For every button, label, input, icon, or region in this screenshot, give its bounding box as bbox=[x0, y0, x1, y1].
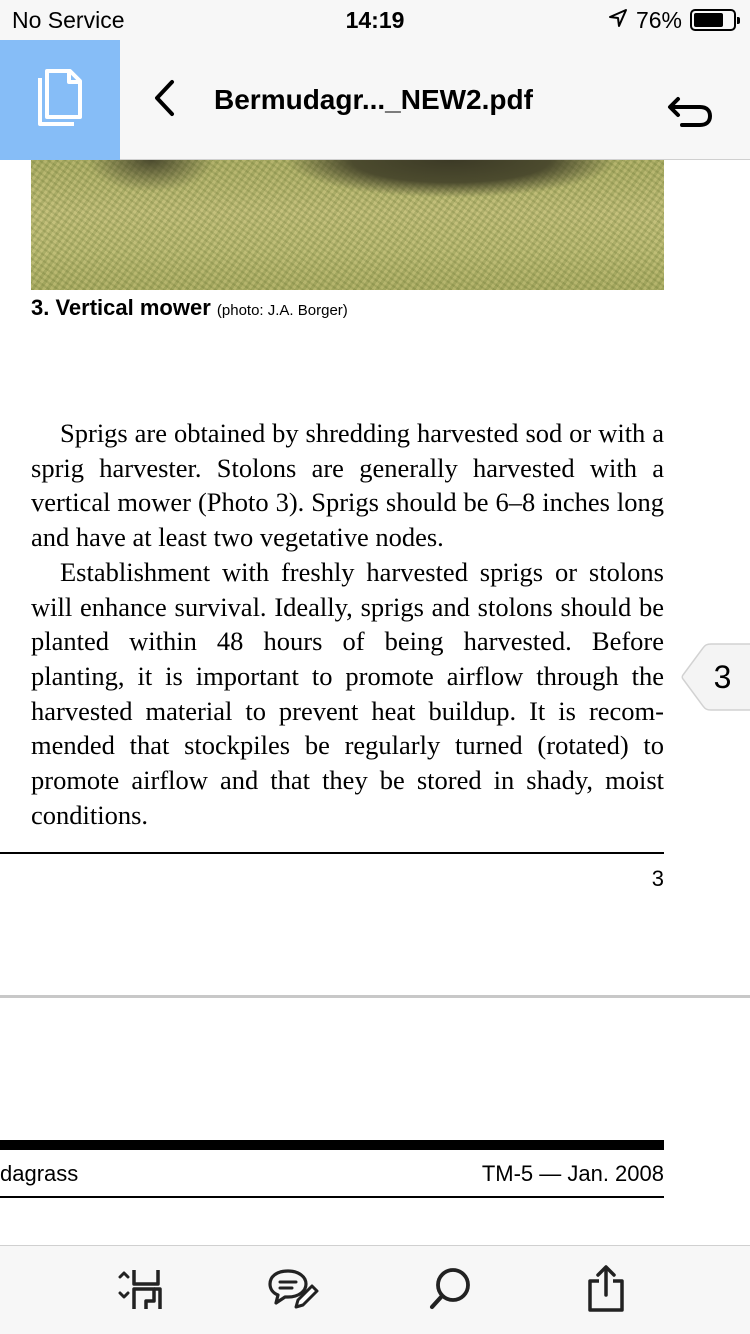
undo-button[interactable] bbox=[664, 92, 716, 136]
caption-title: 3. Vertical mower bbox=[31, 295, 211, 320]
share-button[interactable] bbox=[578, 1264, 634, 1318]
share-icon bbox=[585, 1264, 627, 1319]
status-right bbox=[608, 6, 736, 34]
status-bar bbox=[0, 0, 750, 40]
page-indicator[interactable] bbox=[681, 643, 750, 711]
paragraph: Establishment with freshly harvested sprigs or stolons will enhance survival. Ideally, sprigs and stolons should be planted within 48 hours of being harvested. Before planting, it is important to promote airflow through the harvested material to prevent heat buildup. It is recommended that stockpiles be regularly turned (rotated) to promote airflow and that they be stored in shady, moist conditions. bbox=[31, 556, 664, 830]
chevron-left-icon bbox=[152, 79, 176, 122]
paragraph: Sprigs are obtained by shredding harvested sod or with a sprig harvester. Stolons are generally harvested with a vertical mower (Photo 3). Sprigs should be 6–8 inches long and have at least two vegetative nodes. bbox=[31, 418, 664, 553]
page-number: 3 bbox=[651, 866, 664, 891]
page-indicator-label: 3 bbox=[713, 658, 732, 695]
vertical-mower-photo bbox=[31, 160, 664, 290]
document-title: Bermudagr..._NEW2.pdf bbox=[214, 84, 533, 115]
pdf-viewer[interactable] bbox=[0, 160, 750, 1245]
page-divider bbox=[0, 995, 750, 998]
body-text bbox=[31, 416, 664, 832]
carrier-label: No Service bbox=[12, 7, 125, 33]
document-toggle-button[interactable] bbox=[0, 40, 120, 160]
bottom-toolbar bbox=[0, 1245, 750, 1334]
location-arrow-icon bbox=[608, 7, 628, 34]
nav-bar bbox=[0, 40, 750, 160]
undo-icon bbox=[666, 95, 714, 134]
search-icon bbox=[427, 1266, 473, 1317]
reflow-icon bbox=[116, 1267, 164, 1316]
annotate-button[interactable] bbox=[265, 1264, 321, 1318]
caption-credit: (photo: J.A. Borger) bbox=[216, 302, 348, 319]
running-header-left: dagrass bbox=[0, 1161, 79, 1186]
battery-icon bbox=[690, 9, 736, 31]
document-icon bbox=[34, 68, 86, 133]
annotate-icon bbox=[266, 1267, 320, 1316]
back-button[interactable] bbox=[146, 78, 182, 122]
search-button[interactable] bbox=[422, 1264, 478, 1318]
header-rule-thin bbox=[0, 1196, 664, 1198]
footer-rule bbox=[0, 852, 664, 854]
header-rule-thick bbox=[0, 1140, 664, 1150]
battery-percent: 76% bbox=[635, 6, 682, 33]
running-header-right: TM-5 — Jan. 2008 bbox=[481, 1161, 664, 1186]
reflow-button[interactable] bbox=[112, 1264, 168, 1318]
battery-level bbox=[694, 13, 723, 27]
clock: 14:19 bbox=[345, 7, 405, 33]
photo-caption bbox=[31, 295, 348, 321]
